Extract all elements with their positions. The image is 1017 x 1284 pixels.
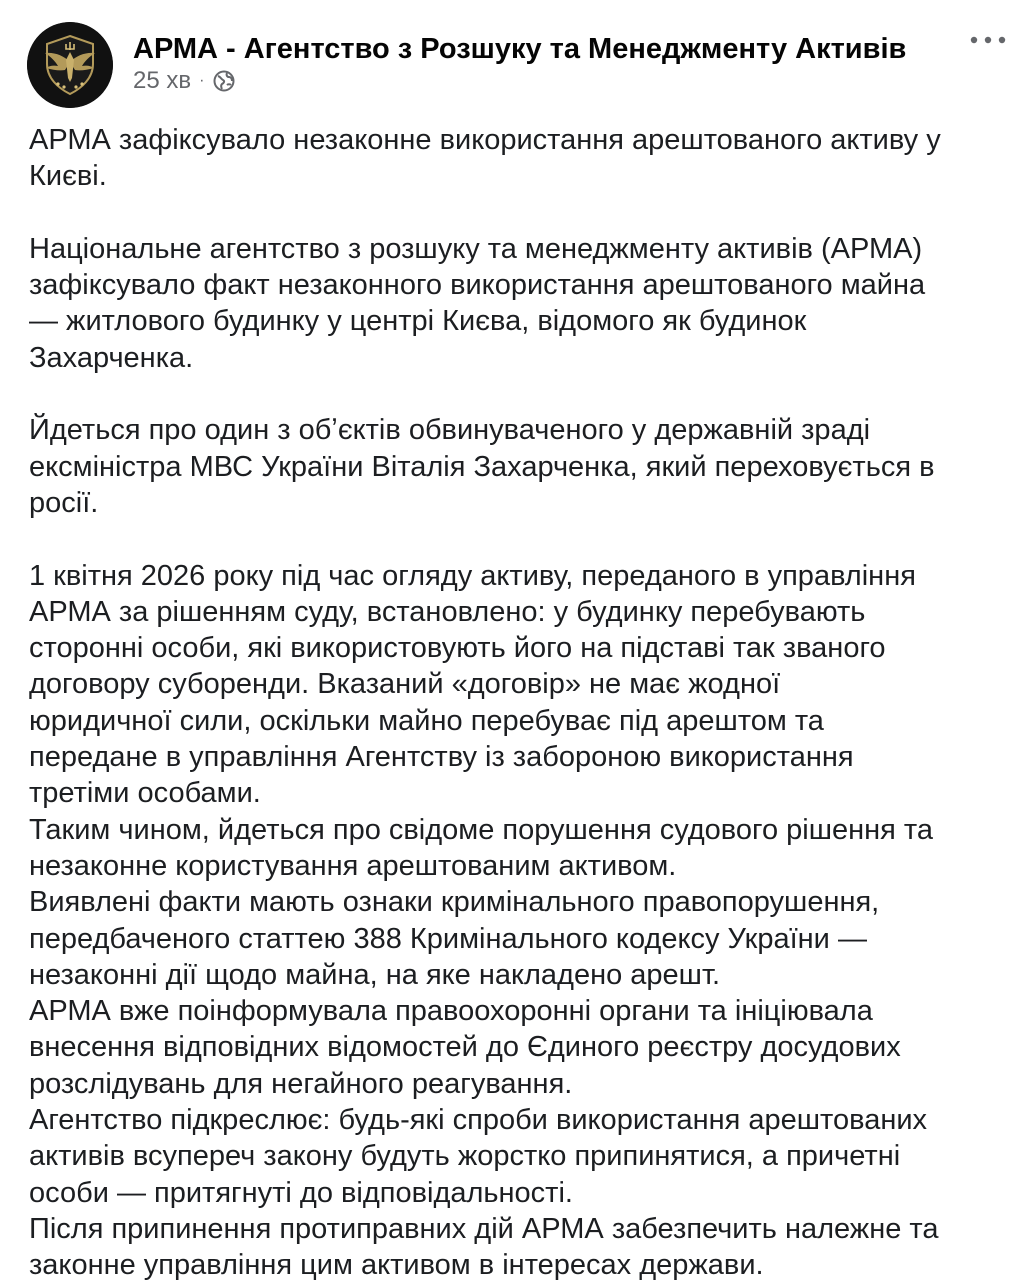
post-text-line: внесення відповідних відомостей до Єдиного реєстру досудових	[29, 1031, 901, 1064]
post-text-line: 1 квітня 2026 року під час огляду активу, переданого в управління	[29, 559, 916, 592]
post-text-line: Агентство підкреслює: будь-які спроби використання арештованих	[29, 1104, 928, 1137]
post-text-line: особи — притягнуті до відповідальності.	[29, 1176, 573, 1209]
post-text-line: АРМА зафіксувало незаконне використання арештованого активу у	[29, 124, 941, 156]
post-text-line: незаконні дії щодо майна, на яке накладено арешт.	[29, 958, 721, 991]
post-text-line: незаконне користування арештованим активом.	[29, 849, 677, 882]
post-text	[29, 122, 1009, 1284]
post-text-line: росії.	[29, 486, 99, 519]
post-text-line: ексміністра МВС України Віталія Захарченка, який переховується в	[29, 450, 935, 483]
post-text-line: передане в управління Агентству із забороною використання	[29, 741, 854, 774]
post-meta	[133, 67, 235, 95]
paragraph-gap	[29, 376, 1009, 412]
post-timestamp[interactable]: 25 хв	[133, 67, 192, 94]
post-text-line: Таким чином, йдеться про свідоме порушення судового рішення та	[29, 813, 933, 846]
post-text-line: Йдеться про один з обʼєктів обвинуваченого у державній зраді	[29, 414, 871, 447]
post-text-line: активів всупереч закону будуть жорстко припинятися, а причетні	[29, 1140, 901, 1173]
post-text-line: зафіксувало факт незаконного використання арештованого майна	[29, 269, 926, 302]
page-name-link[interactable]: АРМА - Агентство з Розшуку та Менеджменту Активів	[133, 33, 907, 65]
more-horizontal-icon	[968, 35, 1008, 45]
page-avatar[interactable]	[27, 22, 113, 108]
post-text-line: Виявлені факти мають ознаки кримінального правопорушення,	[29, 886, 880, 919]
post-text-line: Києві.	[29, 160, 107, 193]
post-text-line: юридичної сили, оскільки майно перебуває під арештом та	[29, 704, 824, 737]
post-text-line: Національне агентство з розшуку та менеджменту активів (АРМА)	[29, 232, 923, 265]
globe-icon[interactable]	[213, 70, 235, 92]
paragraph-gap	[29, 195, 1009, 231]
post-text-line: Захарченка.	[29, 341, 194, 374]
post-text-line: АРМА вже поінформувала правоохоронні органи та ініціювала	[29, 995, 873, 1028]
more-options-button[interactable]	[968, 26, 1008, 54]
post-text-line: Після припинення протиправних дій АРМА забезпечить належне та	[29, 1212, 939, 1245]
post-text-line: сторонні особи, які використовують його на підставі так званого	[29, 632, 886, 665]
post-text-line: АРМА за рішенням суду, встановлено: у будинку перебувають	[29, 595, 866, 628]
post-text-line: передбаченого статтею 388 Кримінального кодексу України —	[29, 922, 867, 955]
post-text-line: — житлового будинку у центрі Києва, відомого як будинок	[29, 305, 807, 338]
paragraph-gap	[29, 521, 1009, 557]
post-text-line: договору суборенди. Вказаний «договір» не має жодної	[29, 668, 781, 701]
post-text-line: законне управління цим активом в інтересах держави.	[29, 1249, 764, 1282]
post-text-line: третіми особами.	[29, 777, 261, 810]
meta-separator: ·	[199, 72, 205, 89]
post-text-line: розслідувань для негайного реагування.	[29, 1067, 573, 1100]
eagle-emblem-icon	[27, 22, 113, 108]
